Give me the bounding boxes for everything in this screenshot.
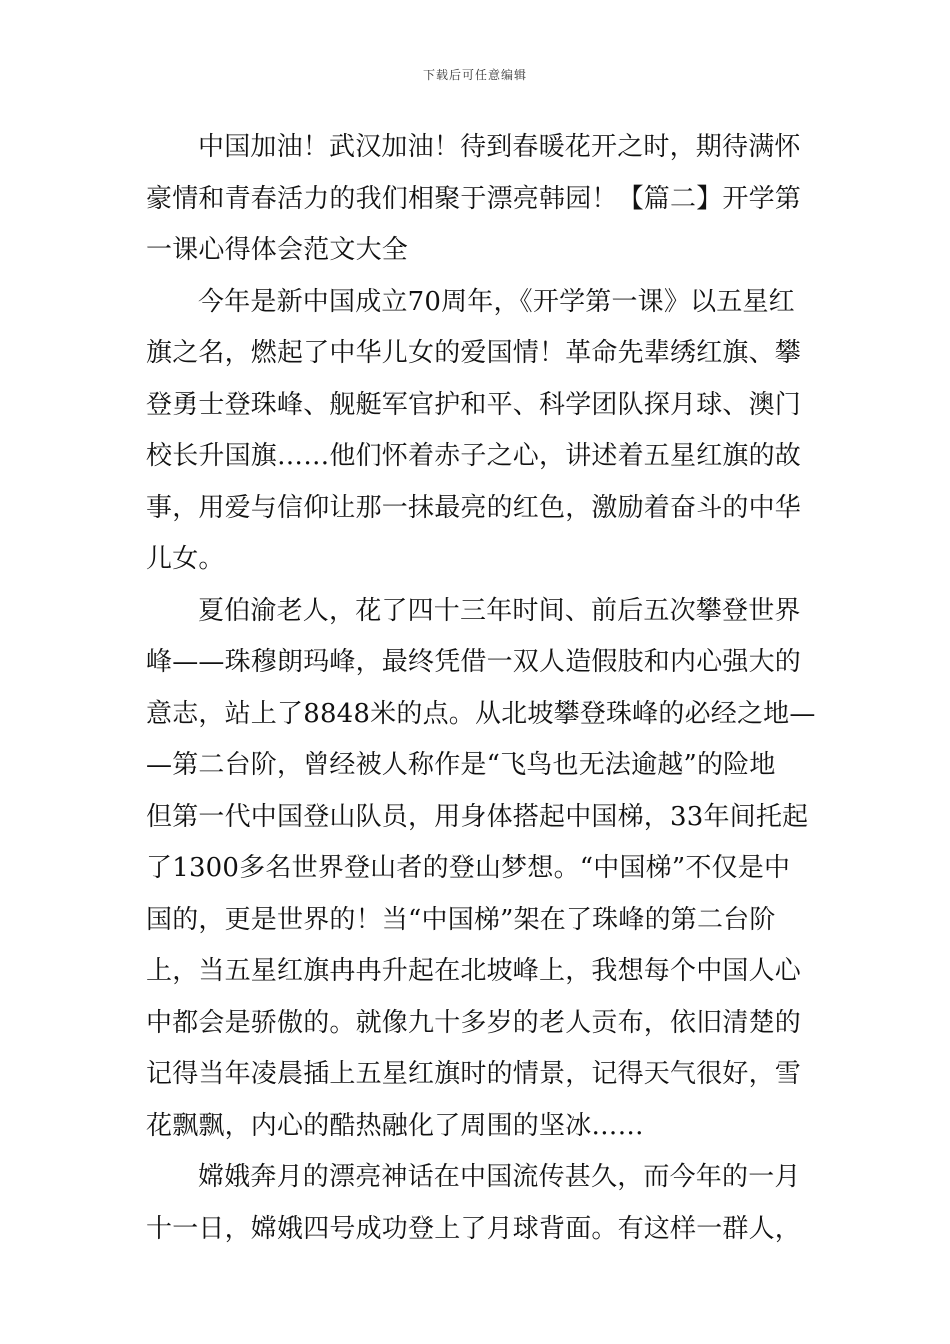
text-line: 记得当年凌晨插上五星红旗时的情景，记得天气很好，雪 bbox=[146, 1059, 802, 1089]
text-line: 花飘飘，内心的酷热融化了周围的坚冰…… bbox=[146, 1110, 644, 1141]
text-line: 旗之名，燃起了中华儿女的爱国情！革命先辈绣红旗、攀 bbox=[146, 338, 802, 368]
page-header-note: 下载后可任意编辑 bbox=[422, 68, 527, 82]
text-line: 一课心得体会范文大全 bbox=[146, 235, 409, 265]
text-line: 上，当五星红旗冉冉升起在北坡峰上，我想每个中国人心 bbox=[146, 956, 802, 986]
text-line: 中国加油！武汉加油！待到春暖花开之时，期待满怀 bbox=[198, 132, 801, 162]
text-line: 了1300多名世界登山者的登山梦想。“中国梯”不仅是中 bbox=[146, 853, 791, 883]
document-body bbox=[146, 122, 816, 1255]
text-line: —第二台阶，曾经被人称作是“飞鸟也无法逾越”的险地 bbox=[146, 750, 776, 780]
text-line: 国的，更是世界的！当“中国梯”架在了珠峰的第二台阶 bbox=[146, 904, 776, 935]
text-line: 夏伯渝老人，花了四十三年时间、前后五次攀登世界 bbox=[198, 595, 801, 626]
text-line: 十一日，嫦娥四号成功登上了月球背面。有这样一群人， bbox=[146, 1213, 802, 1244]
text-line: 豪情和青春活力的我们相聚于漂亮韩园！【篇二】开学第 bbox=[146, 183, 802, 214]
text-line: 校长升国旗……他们怀着赤子之心，讲述着五星红旗的故 bbox=[146, 441, 802, 471]
text-line: 儿女。 bbox=[146, 544, 225, 574]
text-line: 嫦娥奔月的漂亮神话在中国流传甚久，而今年的一月 bbox=[198, 1162, 801, 1192]
text-line: 今年是新中国成立70周年，《开学第一课》以五星红 bbox=[198, 286, 795, 317]
text-line: 登勇士登珠峰、舰艇军官护和平、科学团队探月球、澳门 bbox=[146, 389, 802, 420]
text-line: 但第一代中国登山队员，用身体搭起中国梯，33年间托起 bbox=[146, 801, 809, 832]
text-line: 事，用爱与信仰让那一抹最亮的红色，激励着奋斗的中华 bbox=[146, 492, 802, 523]
text-line: 峰——珠穆朗玛峰，最终凭借一双人造假肢和内心强大的 bbox=[146, 647, 802, 677]
text-line: 中都会是骄傲的。就像九十多岁的老人贡布，依旧清楚的 bbox=[146, 1007, 802, 1038]
text-line: 意志，站上了8848米的点。从北坡攀登珠峰的必经之地— bbox=[146, 698, 816, 729]
